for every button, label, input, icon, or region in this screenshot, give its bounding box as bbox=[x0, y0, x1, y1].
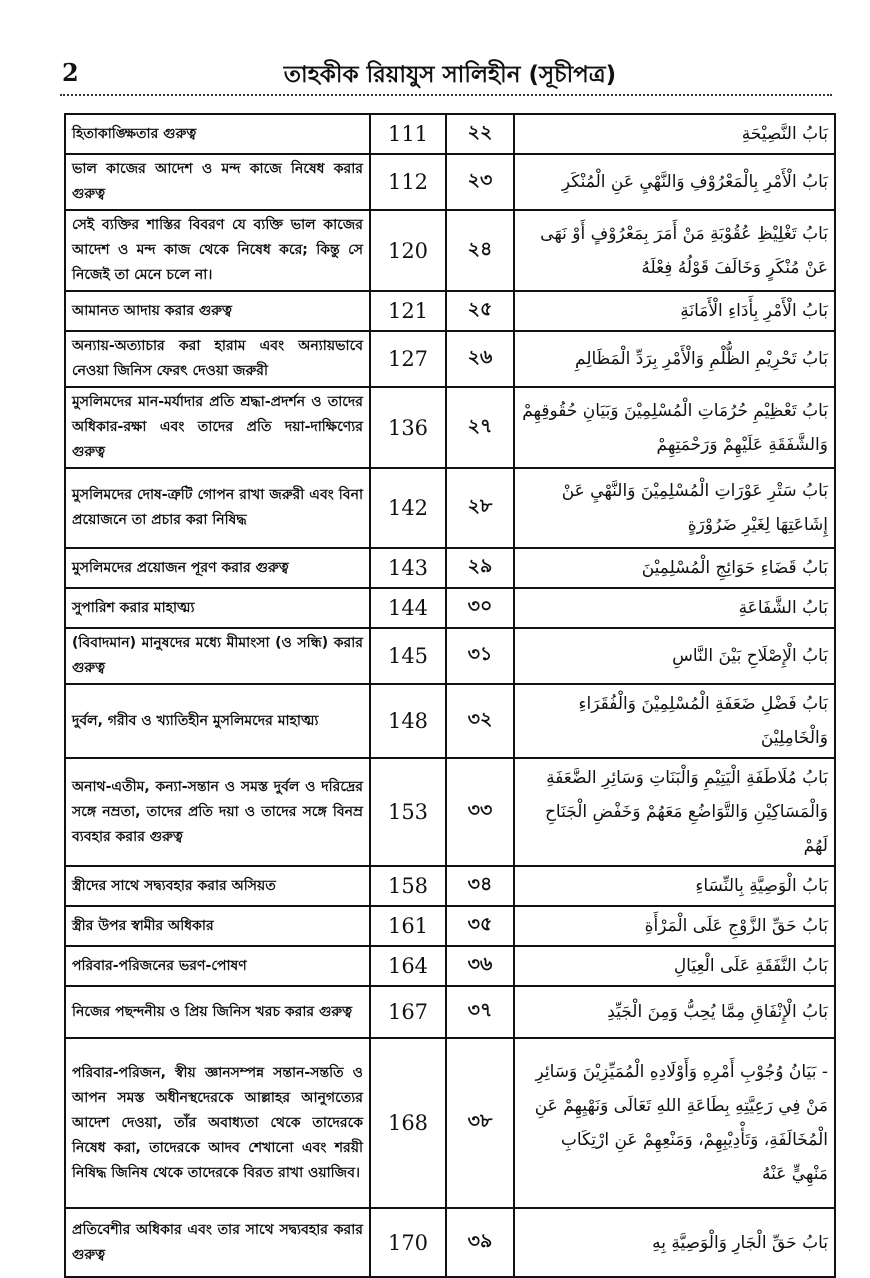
chapter-title-arabic: بَابُ سَتْرِ عَوْرَاتِ الْمُسْلِمِيْنَ وَالنَّهْيِ عَنْ إِشَاعَتِهَا لِغَيْرِ ضَرُوْرَةٍ bbox=[514, 468, 835, 548]
page-title: তাহকীক রিয়াযুস সালিহীন (সূচীপত্র) bbox=[283, 62, 617, 88]
chapter-title-arabic: بَابُ تَعْظِيْمِ حُرُمَاتِ الْمُسْلِمِيْنَ وَبَيَانِ حُقُوقِهِمْ وَالشَّفَقَةِ عَلَيْهِمْ وَرَحْمَتِهِمْ bbox=[514, 387, 835, 468]
chapter-title-bengali: হিতাকাঙ্ক্ষিতার গুরুত্ব bbox=[65, 114, 370, 154]
chapter-number: ৩৩ bbox=[446, 758, 514, 866]
chapter-title-bengali: অনাথ-এতীম, কন্যা-সন্তান ও সমস্ত দুর্বল ও দরিদ্রের সঙ্গে নম্রতা, তাদের প্রতি দয়া ও তাদের সঙ্গে বিনম্র ব্যবহার করার গুরুত্ব bbox=[65, 758, 370, 866]
page-ref: 120 bbox=[370, 210, 446, 291]
page-ref: 168 bbox=[370, 1038, 446, 1208]
chapter-title-arabic: بَابُ حَقِّ الزَّوْجِ عَلَى الْمَرْأَةِ bbox=[514, 906, 835, 946]
chapter-title-bengali: স্ত্রীর উপর স্বামীর অধিকার bbox=[65, 906, 370, 946]
chapter-number: ৩৮ bbox=[446, 1038, 514, 1208]
page-ref: 112 bbox=[370, 154, 446, 210]
chapter-title-bengali: অন্যায়-অত্যাচার করা হারাম এবং অন্যায়ভাবে নেওয়া জিনিস ফেরৎ দেওয়া জরুরী bbox=[65, 331, 370, 387]
page-ref: 161 bbox=[370, 906, 446, 946]
page-ref: 167 bbox=[370, 986, 446, 1038]
table-row bbox=[65, 1038, 835, 1208]
chapter-number: ২৩ bbox=[446, 154, 514, 210]
table-row bbox=[65, 684, 835, 758]
chapter-title-arabic: بَابُ الشَّفَاعَةِ bbox=[514, 588, 835, 628]
chapter-title-bengali: (বিবাদমান) মানুষদের মধ্যে মীমাংসা (ও সন্ধি) করার গুরুত্ব bbox=[65, 628, 370, 684]
chapter-title-bengali: প্রতিবেশীর অধিকার এবং তার সাথে সদ্ব্যবহার করার গুরুত্ব bbox=[65, 1208, 370, 1277]
page-number: 2 bbox=[62, 58, 79, 87]
table-row bbox=[65, 866, 835, 906]
table-row bbox=[65, 758, 835, 866]
chapter-number: ৩০ bbox=[446, 588, 514, 628]
table-row bbox=[65, 114, 835, 154]
page-ref: 127 bbox=[370, 331, 446, 387]
chapter-number: ৩৬ bbox=[446, 946, 514, 986]
chapter-number: ৩১ bbox=[446, 628, 514, 684]
chapter-title-arabic: بَابُ النَّفَقَةِ عَلَى الْعِيَالِ bbox=[514, 946, 835, 986]
page-ref: 164 bbox=[370, 946, 446, 986]
chapter-title-bengali: মুসলিমদের মান-মর্যাদার প্রতি শ্রদ্ধা-প্রদর্শন ও তাদের অধিকার-রক্ষা এবং তাদের প্রতি দয়া-দাক্ষিণ্যের গুরুত্ব bbox=[65, 387, 370, 468]
chapter-title-bengali: সুপারিশ করার মাহাত্ম্য bbox=[65, 588, 370, 628]
chapter-number: ৩৯ bbox=[446, 1208, 514, 1277]
toc-table bbox=[64, 113, 836, 1278]
table-row bbox=[65, 548, 835, 588]
chapter-title-bengali: আমানত আদায় করার গুরুত্ব bbox=[65, 291, 370, 331]
toc-body bbox=[65, 114, 835, 1277]
chapter-number: ২২ bbox=[446, 114, 514, 154]
chapter-number: ২৮ bbox=[446, 468, 514, 548]
chapter-title-bengali: পরিবার-পরিজন, স্বীয় জ্ঞানসম্পন্ন সন্তান-সন্ততি ও আপন সমস্ত অধীনস্থদেরকে আল্লাহর আনুগত্যের আদেশ দেওয়া, তাঁর অবাধ্যতা থেকে তাদেরকে নিষেধ করা, তাদেরকে আদব শেখানো এবং শরয়ী নিষিদ্ধ জিনিষ থেকে তাদেরকে বিরত রাখা ওয়াজিব। bbox=[65, 1038, 370, 1208]
page-ref: 143 bbox=[370, 548, 446, 588]
chapter-title-bengali: ভাল কাজের আদেশ ও মন্দ কাজে নিষেধ করার গুরুত্ব bbox=[65, 154, 370, 210]
chapter-title-bengali: মুসলিমদের দোষ-ত্রুটি গোপন রাখা জরুরী এবং বিনা প্রয়োজনে তা প্রচার করা নিষিদ্ধ bbox=[65, 468, 370, 548]
page-ref: 170 bbox=[370, 1208, 446, 1277]
chapter-number: ২৭ bbox=[446, 387, 514, 468]
table-row bbox=[65, 210, 835, 291]
chapter-title-arabic: - بَيَانُ وُجُوْبِ أَمْرِهِ وَأَوْلَادِهِ الْمُمَيِّزِيْنَ وَسَائِرِ مَنْ فِي رَعِيَّتِهِ بِطَاعَةِ اللهِ تَعَالَى وَنَهْيِهِمْ عَنِ الْمُخَالَفَةِ، وَتَأْدِيْبِهِمْ، وَمَنْعِهِمْ عَنِ ارْتِكَابِ مَنْهِيٍّ عَنْهُ bbox=[514, 1038, 835, 1208]
table-row bbox=[65, 588, 835, 628]
table-row bbox=[65, 906, 835, 946]
chapter-title-bengali: সেই ব্যক্তির শাস্তির বিবরণ যে ব্যক্তি ভাল কাজের আদেশ ও মন্দ কাজ থেকে নিষেধ করে; কিন্তু সে নিজেই তা মেনে চলে না। bbox=[65, 210, 370, 291]
chapter-title-bengali: নিজের পছন্দনীয় ও প্রিয় জিনিস খরচ করার গুরুত্ব bbox=[65, 986, 370, 1038]
page-ref: 136 bbox=[370, 387, 446, 468]
table-row bbox=[65, 986, 835, 1038]
table-row bbox=[65, 468, 835, 548]
chapter-title-arabic: بَابُ الْأَمْرِ بِأَدَاءِ الْأَمَانَةِ bbox=[514, 291, 835, 331]
header-divider bbox=[60, 94, 832, 96]
table-row bbox=[65, 628, 835, 684]
chapter-number: ২৫ bbox=[446, 291, 514, 331]
page-ref: 145 bbox=[370, 628, 446, 684]
table-row bbox=[65, 291, 835, 331]
page-ref: 153 bbox=[370, 758, 446, 866]
chapter-title-bengali: পরিবার-পরিজনের ভরণ-পোষণ bbox=[65, 946, 370, 986]
chapter-title-arabic: بَابُ الْإِنْفَاقِ مِمَّا يُحِبُّ وَمِنَ الْجَيِّدِ bbox=[514, 986, 835, 1038]
chapter-number: ৩৭ bbox=[446, 986, 514, 1038]
chapter-number: ২৯ bbox=[446, 548, 514, 588]
page-ref: 144 bbox=[370, 588, 446, 628]
page-ref: 148 bbox=[370, 684, 446, 758]
chapter-title-bengali: দুর্বল, গরীব ও খ্যাতিহীন মুসলিমদের মাহাত্ম্য bbox=[65, 684, 370, 758]
chapter-title-arabic: بَابُ فَضْلِ ضَعَفَةِ الْمُسْلِمِيْنَ وَالْفُقَرَاءِ وَالْخَامِلِيْنَ bbox=[514, 684, 835, 758]
chapter-title-bengali: মুসলিমদের প্রয়োজন পূরণ করার গুরুত্ব bbox=[65, 548, 370, 588]
page-ref: 111 bbox=[370, 114, 446, 154]
chapter-title-arabic: بَابُ حَقِّ الْجَارِ وَالْوَصِيَّةِ بِهِ bbox=[514, 1208, 835, 1277]
table-row bbox=[65, 154, 835, 210]
chapter-title-bengali: স্ত্রীদের সাথে সদ্ব্যবহার করার অসিয়ত bbox=[65, 866, 370, 906]
chapter-title-arabic: بَابُ تَغْلِيْظِ عُقُوْبَةِ مَنْ أَمَرَ بِمَعْرُوْفٍ أَوْ نَهَى عَنْ مُنْكَرٍ وَخَالَفَ قَوْلُهُ فِعْلَهُ bbox=[514, 210, 835, 291]
chapter-number: ২৬ bbox=[446, 331, 514, 387]
page-ref: 158 bbox=[370, 866, 446, 906]
chapter-title-arabic: بَابُ النَّصِيْحَةِ bbox=[514, 114, 835, 154]
chapter-title-arabic: بَابُ تَحْرِيْمِ الظُّلْمِ وَالْأَمْرِ بِرَدِّ الْمَظَالِمِ bbox=[514, 331, 835, 387]
chapter-title-arabic: بَابُ الْأَمْرِ بِالْمَعْرُوْفِ وَالنَّهْيِ عَنِ الْمُنْكَرِ bbox=[514, 154, 835, 210]
chapter-title-arabic: بَابُ مُلَاطَفَةِ الْيَتِيْمِ وَالْبَنَاتِ وَسَائِرِ الضَّعَفَةِ وَالْمَسَاكِيْنِ وَالتَّوَاضُعِ مَعَهُمْ وَخَفْضِ الْجَنَاحِ لَهُمْ bbox=[514, 758, 835, 866]
table-row bbox=[65, 331, 835, 387]
table-row bbox=[65, 946, 835, 986]
table-row bbox=[65, 1208, 835, 1277]
page-ref: 142 bbox=[370, 468, 446, 548]
chapter-title-arabic: بَابُ قَضَاءِ حَوَائِجِ الْمُسْلِمِيْنَ bbox=[514, 548, 835, 588]
table-row bbox=[65, 387, 835, 468]
chapter-title-arabic: بَابُ الْوَصِيَّةِ بِالنِّسَاءِ bbox=[514, 866, 835, 906]
chapter-title-arabic: بَابُ الْإِصْلَاحِ بَيْنَ النَّاسِ bbox=[514, 628, 835, 684]
chapter-number: ৩২ bbox=[446, 684, 514, 758]
page-ref: 121 bbox=[370, 291, 446, 331]
chapter-number: ৩৫ bbox=[446, 906, 514, 946]
chapter-number: ২৪ bbox=[446, 210, 514, 291]
chapter-number: ৩৪ bbox=[446, 866, 514, 906]
